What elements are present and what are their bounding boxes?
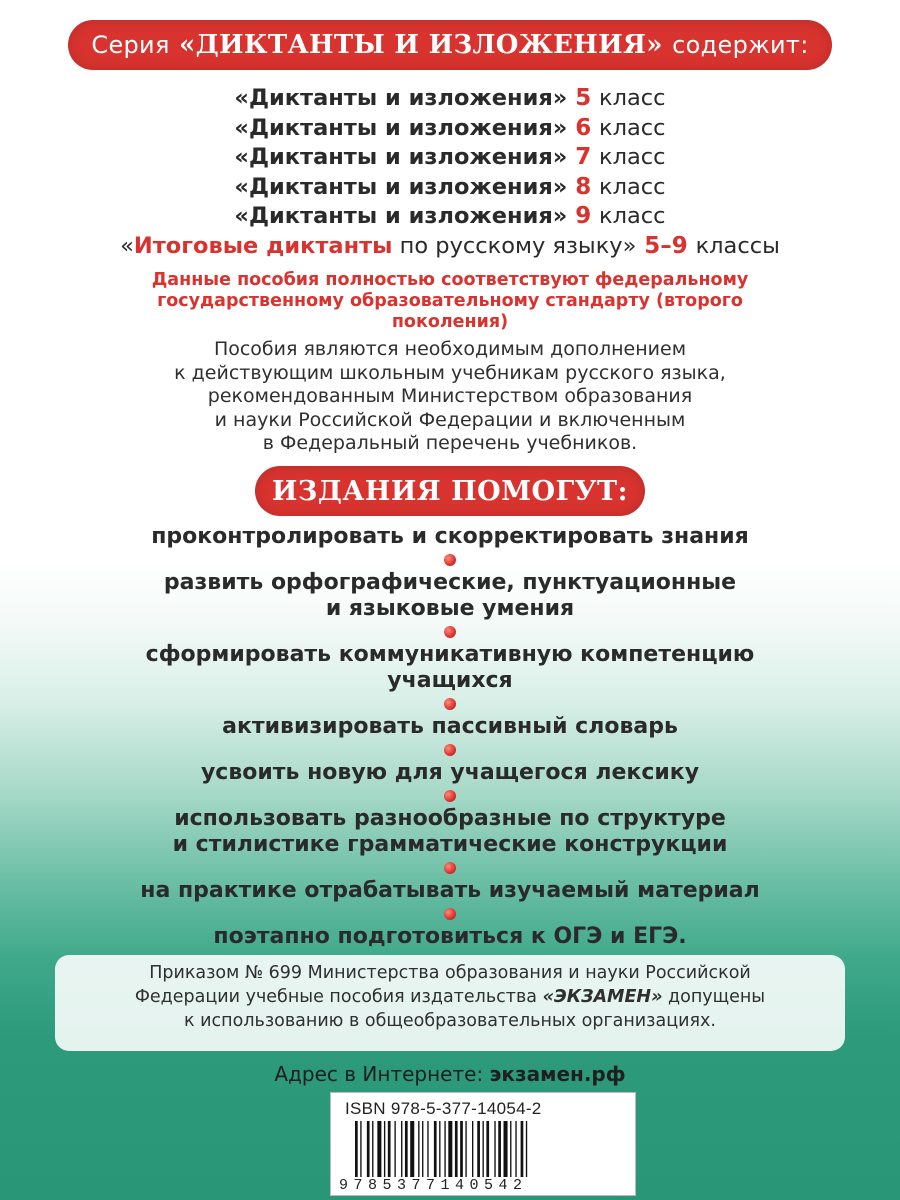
helps-item (60, 698, 840, 740)
description-line: Пособия являются необходимым дополнением (213, 338, 687, 360)
series-item-grade: 6 (575, 114, 592, 141)
bullet-dot-icon (444, 908, 456, 920)
final-item-rest: по русскому языку» (392, 232, 637, 259)
series-item-title: «Диктанты и изложения» (234, 85, 568, 111)
helps-list (60, 524, 840, 950)
isbn-number: ISBN 978-5-377-14054-2 (345, 1099, 542, 1118)
series-item-title: «Диктанты и изложения» (234, 203, 568, 229)
helps-item-line: поэтапно подготовиться к ОГЭ и ЕГЭ. (213, 924, 687, 949)
helps-item-line: использовать разнообразные по структуре (174, 806, 726, 831)
helps-item-line: сформировать коммуникативную компетенцию (145, 642, 755, 667)
order-line: к использованию в общеобразовательных организациях. (184, 1011, 716, 1031)
helps-item (60, 862, 840, 904)
helps-item-line: активизировать пассивный словарь (222, 714, 678, 739)
helps-item (60, 744, 840, 786)
series-item-class: класс (599, 85, 666, 111)
series-item-class: класс (599, 173, 666, 200)
series-item-title: «Диктанты и изложения» (234, 144, 568, 170)
series-item (0, 114, 900, 144)
helps-banner: ИЗДАНИЯ ПОМОГУТ: (255, 466, 645, 516)
helps-item (60, 524, 840, 550)
web-address-label: Адрес в Интернете: (274, 1062, 490, 1086)
description-line: к действующим школьным учебникам русского языка, (174, 361, 726, 384)
web-address (0, 1062, 900, 1086)
order-text: Федерации учебные пособия издательства (134, 987, 543, 1007)
final-item-class: классы (695, 232, 780, 259)
order-text: допущены (662, 987, 766, 1007)
description-line: в Федеральный перечень учебников. (262, 432, 638, 454)
barcode-bars-icon (355, 1121, 617, 1177)
bullet-dot-icon (444, 698, 456, 710)
helps-item-line: и языковые умения (325, 596, 575, 621)
helps-item (60, 790, 840, 858)
description (100, 338, 800, 456)
series-item-title: «Диктанты и изложения» (234, 114, 568, 141)
series-item-class: класс (599, 114, 666, 141)
bullet-dot-icon (444, 554, 456, 566)
series-item-grade: 5 (575, 85, 592, 111)
series-item-class: класс (599, 144, 666, 170)
final-item-grades: 5–9 (644, 232, 688, 259)
series-item-grade: 7 (575, 144, 592, 170)
bullet-dot-icon (444, 626, 456, 638)
series-item-class: класс (599, 203, 666, 229)
series-name: «ДИКТАНТЫ И ИЗЛОЖЕНИЯ» (179, 30, 663, 60)
series-suffix: содержит: (672, 31, 809, 59)
series-item-title: «Диктанты и изложения» (234, 173, 568, 200)
ministry-order-box (55, 955, 845, 1051)
helps-item-line: проконтролировать и скорректировать знания (151, 524, 749, 549)
series-list (0, 84, 900, 261)
final-item (0, 232, 900, 262)
publisher-name: «ЭКЗАМЕН» (542, 987, 663, 1007)
bullet-dot-icon (444, 862, 456, 874)
barcode (330, 1092, 636, 1196)
description-line: рекомендованным Министерством образования (207, 385, 693, 407)
series-item-grade: 9 (575, 203, 592, 229)
helps-item-line: и стилистике грамматические конструкции (172, 832, 728, 857)
order-line (55, 985, 845, 1009)
final-item-quote: « (120, 232, 134, 259)
helps-item (60, 554, 840, 622)
helps-item-line: усвоить новую для учащегося лексику (200, 760, 700, 785)
series-item (0, 173, 900, 203)
series-item (0, 143, 900, 173)
helps-item-line: учащихся (387, 668, 513, 693)
helps-item-line: развить орфографические, пунктуационные (163, 570, 737, 595)
fgos-note: Данные пособия полностью соответствуют федеральному государственному образовательному стандарту (второго поколения) (151, 270, 749, 332)
series-item (0, 202, 900, 232)
description-line: и науки Российской Федерации и включенным (214, 408, 686, 431)
series-prefix: Серия (91, 31, 170, 59)
helps-item (60, 908, 840, 950)
order-line: Приказом № 699 Министерства образования и науки Российской (149, 963, 751, 983)
series-banner (68, 20, 832, 70)
series-item (0, 84, 900, 114)
series-item-grade: 8 (575, 173, 592, 200)
bullet-dot-icon (444, 744, 456, 756)
bullet-dot-icon (444, 790, 456, 802)
barcode-digits: 9785377140542 (339, 1177, 528, 1194)
helps-item-line: на практике отрабатывать изучаемый материал (140, 878, 760, 903)
web-address-link[interactable]: экзамен.рф (489, 1062, 626, 1086)
final-item-title: Итоговые диктанты (133, 232, 393, 259)
helps-item (60, 626, 840, 694)
